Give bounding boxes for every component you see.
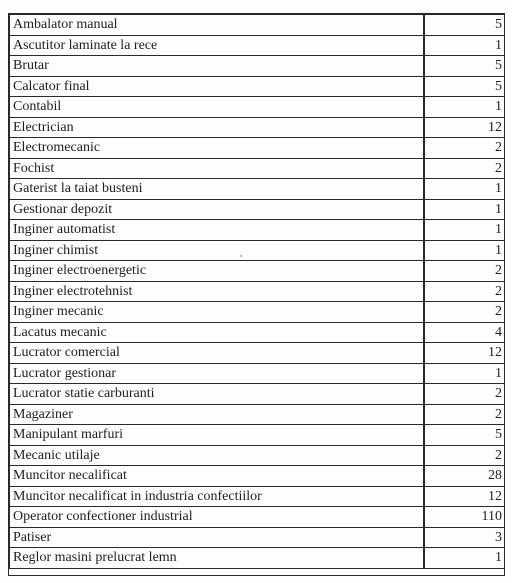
occupations-table: [9, 14, 505, 569]
count-cell: 3: [424, 527, 505, 548]
table-row: [10, 220, 505, 241]
occupation-cell: Ambalator manual: [10, 15, 425, 36]
count-cell: 2: [424, 404, 505, 425]
table-row: [10, 322, 505, 343]
count-cell: 1: [424, 97, 505, 118]
count-cell: 28: [424, 466, 505, 487]
count-cell: 5: [424, 76, 505, 97]
table-row: [10, 404, 505, 425]
occupation-cell: Gestionar depozit: [10, 199, 425, 220]
count-cell: 2: [424, 158, 505, 179]
table-row: [10, 240, 505, 261]
table-row: [10, 425, 505, 446]
table-row: [10, 507, 505, 528]
table-row: [10, 76, 505, 97]
table-row: [10, 445, 505, 466]
count-cell: 2: [424, 302, 505, 323]
occupation-cell: Lucrator gestionar: [10, 363, 425, 384]
table-row: [10, 15, 505, 36]
count-cell: 1: [424, 35, 505, 56]
count-cell: 1: [424, 240, 505, 261]
table-row: [10, 486, 505, 507]
count-cell: 2: [424, 261, 505, 282]
occupation-cell: Electrician: [10, 117, 425, 138]
table-row: [10, 363, 505, 384]
occupation-cell: Inginer chimist: [10, 240, 425, 261]
occupation-cell: Reglor masini prelucrat lemn: [10, 548, 425, 569]
occupation-cell: Inginer mecanic: [10, 302, 425, 323]
table-row: [10, 343, 505, 364]
occupation-cell: Calcator final: [10, 76, 425, 97]
occupation-cell: Lucrator statie carburanti: [10, 384, 425, 405]
table-row: [10, 97, 505, 118]
occupation-cell: Operator confectioner industrial: [10, 507, 425, 528]
count-cell: 12: [424, 117, 505, 138]
table-row: [10, 138, 505, 159]
table-row: [10, 548, 505, 569]
table-row: [10, 179, 505, 200]
occupation-cell: Inginer automatist: [10, 220, 425, 241]
table-row: [10, 261, 505, 282]
table-row: [10, 35, 505, 56]
occupation-cell: Manipulant marfuri: [10, 425, 425, 446]
occupation-cell: Contabil: [10, 97, 425, 118]
table-row: [10, 56, 505, 77]
scan-speck: [240, 255, 242, 257]
occupation-cell: Inginer electroenergetic: [10, 261, 425, 282]
occupation-cell: Muncitor necalificat in industria confectiilor: [10, 486, 425, 507]
table-row: [10, 281, 505, 302]
occupation-cell: Magaziner: [10, 404, 425, 425]
count-cell: 12: [424, 343, 505, 364]
count-cell: 2: [424, 384, 505, 405]
table-row: [10, 384, 505, 405]
occupation-cell: Gaterist la taiat busteni: [10, 179, 425, 200]
table-row: [10, 527, 505, 548]
occupation-cell: Ascutitor laminate la rece: [10, 35, 425, 56]
count-cell: 2: [424, 138, 505, 159]
count-cell: 5: [424, 56, 505, 77]
occupation-cell: Mecanic utilaje: [10, 445, 425, 466]
count-cell: 5: [424, 425, 505, 446]
occupation-cell: Inginer electrotehnist: [10, 281, 425, 302]
count-cell: 1: [424, 220, 505, 241]
occupation-cell: Muncitor necalificat: [10, 466, 425, 487]
count-cell: 2: [424, 281, 505, 302]
occupation-cell: Lucrator comercial: [10, 343, 425, 364]
occupation-cell: Brutar: [10, 56, 425, 77]
occupations-table-body: [10, 15, 505, 569]
table-row: [10, 117, 505, 138]
count-cell: 2: [424, 445, 505, 466]
count-cell: 1: [424, 179, 505, 200]
count-cell: 5: [424, 15, 505, 36]
count-cell: 1: [424, 363, 505, 384]
table-row: [10, 466, 505, 487]
count-cell: 4: [424, 322, 505, 343]
count-cell: 110: [424, 507, 505, 528]
table-row: [10, 302, 505, 323]
count-cell: 1: [424, 199, 505, 220]
table-row: [10, 199, 505, 220]
count-cell: 12: [424, 486, 505, 507]
occupation-cell: Fochist: [10, 158, 425, 179]
occupation-cell: Electromecanic: [10, 138, 425, 159]
occupation-cell: Lacatus mecanic: [10, 322, 425, 343]
occupation-cell: Patiser: [10, 527, 425, 548]
table-row: [10, 158, 505, 179]
count-cell: 1: [424, 548, 505, 569]
